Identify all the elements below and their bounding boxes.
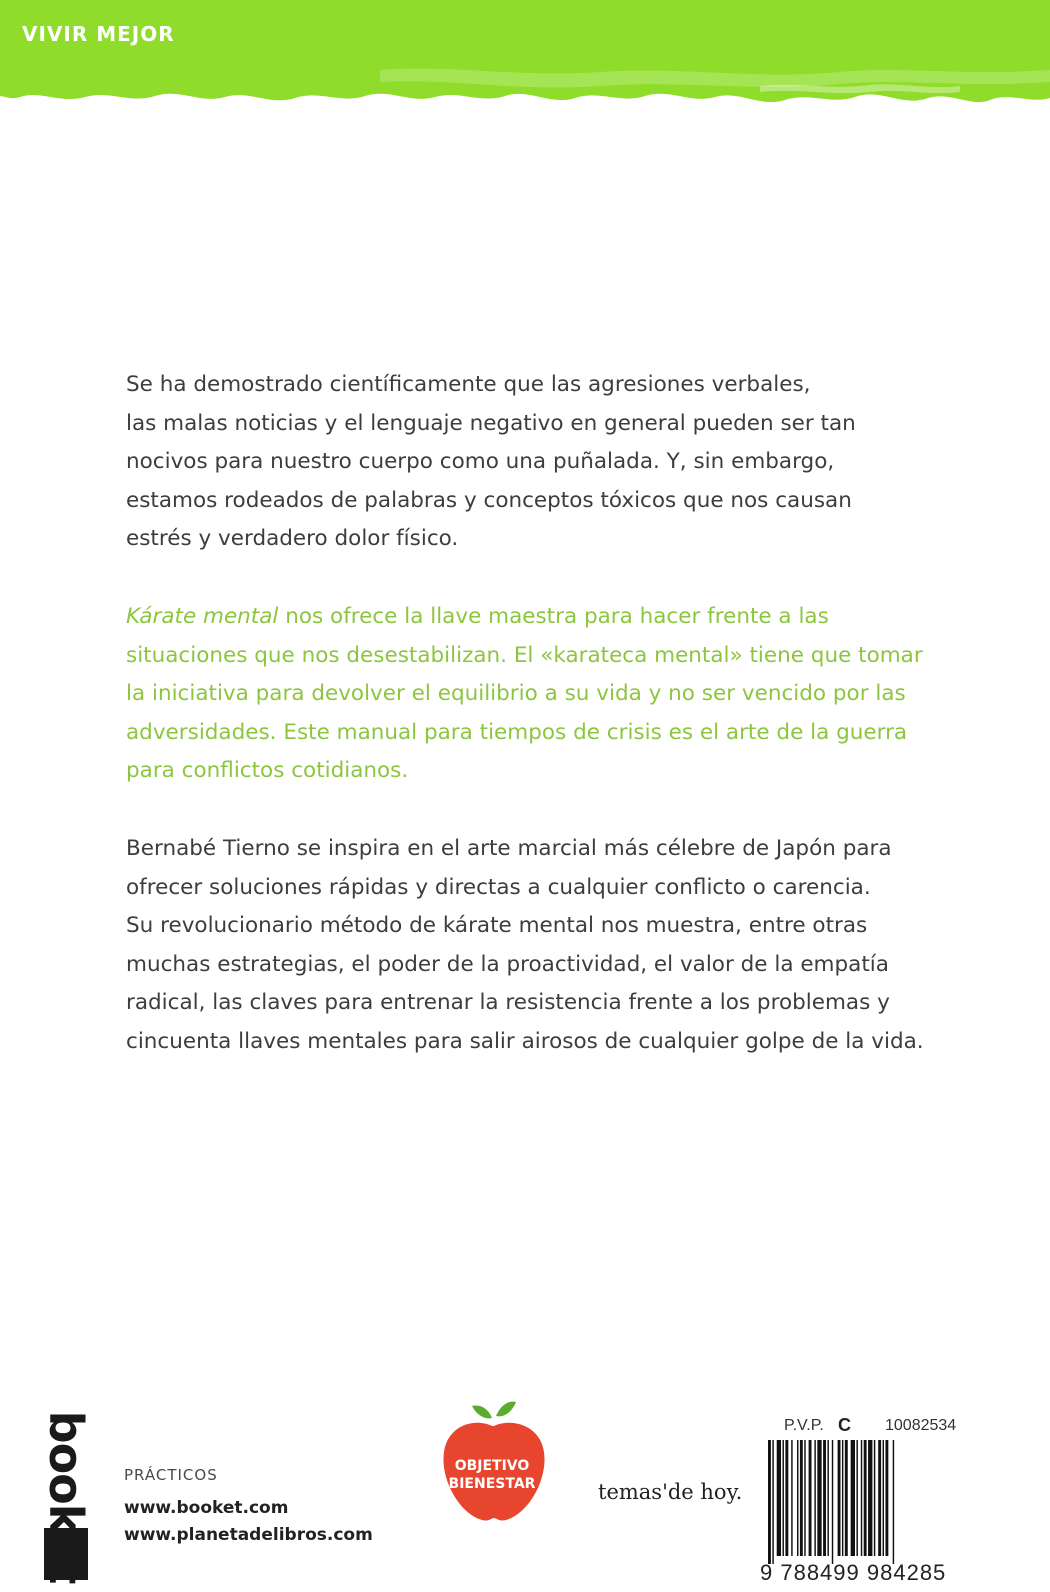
- booket-url: www.booket.com: [124, 1498, 289, 1518]
- text-line: Se ha demostrado científicamente que las agresiones verbales,: [126, 372, 811, 397]
- barcode-bar: [783, 1440, 784, 1556]
- description-paragraph-2: [126, 598, 956, 791]
- barcode-bar: [874, 1440, 875, 1556]
- barcode-bar: [845, 1440, 848, 1556]
- barcode-bar: [868, 1440, 872, 1556]
- text-line: adversidades. Este manual para tiempos de crisis es el arte de la guerra: [126, 719, 908, 745]
- barcode-bar: [832, 1440, 833, 1564]
- text-line: nocivos para nuestro cuerpo como una puñalada. Y, sin embargo,: [126, 449, 835, 474]
- barcode-bar: [856, 1440, 857, 1556]
- barcode-bar: [842, 1440, 843, 1556]
- text-line: muchas estrategias, el poder de la proactividad, el valor de la empatía: [126, 951, 889, 977]
- apple-logo-line-1: OBJETIVO: [454, 1458, 530, 1474]
- objetivo-bienestar-logo: [436, 1396, 560, 1536]
- barcode-bar: [817, 1440, 821, 1556]
- description-paragraph-1: [126, 366, 956, 559]
- planetadelibros-url: www.planetadelibros.com: [124, 1525, 373, 1545]
- header-band: [0, 0, 1050, 130]
- barcode-bar: [777, 1440, 781, 1556]
- barcode-bar: [885, 1440, 888, 1556]
- barcode-bar: [804, 1440, 805, 1556]
- text-line: situaciones que nos desestabilizan. El «karateca mental» tiene que tomar: [126, 642, 923, 668]
- barcode-bar: [797, 1440, 798, 1556]
- text-line: la iniciativa para devolver el equilibrio a su vida y no ser vencido por las: [126, 681, 906, 706]
- text-line: Bernabé Tierno se inspira en el arte marcial más célebre de Japón para: [126, 836, 892, 861]
- barcode-bar: [772, 1440, 773, 1564]
- barcode-bar: [809, 1440, 812, 1556]
- apple-logo-line-2: BIENESTAR: [448, 1476, 536, 1492]
- text-line: estamos rodeados de palabras y conceptos tóxicos que nos causan: [126, 487, 852, 513]
- pvp-code: C: [838, 1415, 851, 1435]
- barcode-bar: [878, 1440, 881, 1556]
- text-line: para conflictos cotidianos.: [126, 758, 409, 783]
- text-line: Su revolucionario método de kárate mental nos muestra, entre otras: [126, 913, 868, 938]
- text-line: ofrecer soluciones rápidas y directas a cualquier conflicto o carencia.: [126, 874, 871, 900]
- barcode-bar: [838, 1440, 841, 1556]
- collection-label: PRÁCTICOS: [124, 1466, 218, 1484]
- series-label: VIVIR MEJOR: [22, 22, 175, 46]
- barcode-bar: [893, 1440, 894, 1564]
- barcode-bar: [851, 1440, 855, 1556]
- text-line: estrés y verdadero dolor físico.: [126, 526, 459, 551]
- text-segment: nos ofrece la llave maestra para hacer frente a las: [278, 604, 829, 629]
- temas-de-hoy-logo: temas'de hoy.: [598, 1480, 743, 1504]
- text-line: cincuenta llaves mentales para salir airosos de cualquier golpe de la vida.: [126, 1028, 924, 1054]
- barcode-bar: [864, 1440, 867, 1556]
- reference-number: 10082534: [885, 1417, 957, 1434]
- barcode-bar: [883, 1440, 884, 1556]
- barcode-bar: [785, 1440, 788, 1556]
- barcode-bar: [800, 1440, 803, 1556]
- text-line: [126, 598, 956, 637]
- text-line: las malas noticias y el lenguaje negativo en general pueden ser tan: [126, 410, 856, 436]
- barcode-bar: [768, 1440, 771, 1564]
- barcode-bar: [814, 1440, 815, 1556]
- description-paragraph-3: [126, 830, 956, 1061]
- barcode-bar: [861, 1440, 862, 1556]
- booket-logo-text: booket: [39, 1410, 93, 1584]
- book-title-italic: Kárate mental: [126, 604, 279, 629]
- barcode-bar: [823, 1440, 826, 1556]
- booket-logo: [36, 1402, 96, 1592]
- text-line: radical, las claves para entrenar la resistencia frente a los problemas y: [126, 990, 890, 1015]
- barcode-bar: [791, 1440, 792, 1556]
- pvp-label: P.V.P.: [784, 1417, 824, 1434]
- barcode-bar: [827, 1440, 828, 1556]
- isbn-digits: 9 788499 984285: [760, 1560, 947, 1585]
